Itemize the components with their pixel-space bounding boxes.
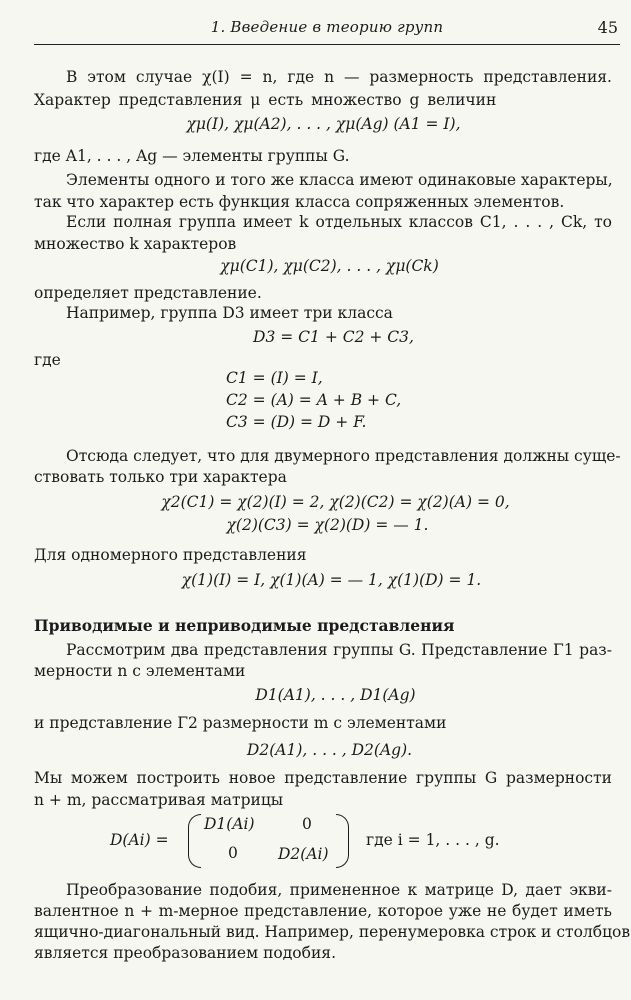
formula: χ2(C1) = χ(2)(I) = 2, χ(2)(C2) = χ(2)(A) = 0, xyxy=(161,493,510,511)
matrix-cell: D2(Ai) xyxy=(278,845,329,863)
text-line: В этом случае χ(I) = n, где n — размерность представления. xyxy=(66,68,612,86)
formula: χμ(C1), χμ(C2), . . . , χμ(Ck) xyxy=(220,257,439,275)
matrix-cell: 0 xyxy=(302,815,312,833)
text-line: Если полная группа имеет k отдельных классов C1, . . . , Ck, то xyxy=(66,213,612,231)
text-line: ствовать только три характера xyxy=(34,468,287,486)
text-line: Мы можем построить новое представление группы G размерности xyxy=(34,769,612,787)
matrix-label: D(Ai) = xyxy=(110,831,169,849)
text-line: где A1, . . . , Ag — элементы группы G. xyxy=(34,147,350,165)
formula: χ(2)(C3) = χ(2)(D) = — 1. xyxy=(226,516,429,534)
chapter-title: 1. Введение в теорию групп xyxy=(210,18,444,36)
formula: C1 = (I) = I, xyxy=(226,369,323,387)
definition-line: Характер представления μ есть множество g величин xyxy=(34,91,497,109)
text-line: Преобразование подобия, примененное к матрице D, дает экви- xyxy=(66,881,612,899)
formula: χμ(I), χμ(A2), . . . , χμ(Ag) (A1 = I), xyxy=(186,115,461,133)
text-line: n + m, рассматривая матрицы xyxy=(34,791,284,809)
formula: C2 = (A) = A + B + C, xyxy=(226,391,402,409)
matrix-cell: 0 xyxy=(228,844,238,862)
right-parenthesis xyxy=(336,814,349,868)
text-line: ящично-диагональный вид. Например, перенумеровка строк и столбцов xyxy=(34,923,631,941)
text-line: валентное n + m-мерное представление, которое уже не будет иметь xyxy=(34,902,612,920)
text-line: так что характер есть функция класса сопряженных элементов. xyxy=(34,193,565,211)
formula: D1(A1), . . . , D1(Ag) xyxy=(255,686,416,704)
text-line: является преобразованием подобия. xyxy=(34,944,336,962)
block-matrix-formula xyxy=(110,812,590,870)
text-line: Например, группа D3 имеет три класса xyxy=(66,304,393,322)
running-header xyxy=(34,14,620,45)
text-line: Для одномерного представления xyxy=(34,546,307,564)
formula: χ(1)(I) = I, χ(1)(A) = — 1, χ(1)(D) = 1. xyxy=(181,571,482,589)
text-line: мерности n с элементами xyxy=(34,662,246,680)
formula: D2(A1), . . . , D2(Ag). xyxy=(246,741,413,759)
formula: C3 = (D) = D + F. xyxy=(226,413,367,431)
text-line: Элементы одного и того же класса имеют одинаковые характеры, xyxy=(66,171,613,189)
left-parenthesis xyxy=(188,814,201,868)
text-line: Рассмотрим два представления группы G. Представление Γ1 раз- xyxy=(66,641,612,659)
formula: D3 = C1 + C2 + C3, xyxy=(253,328,414,346)
text-line: и представление Γ2 размерности m с элементами xyxy=(34,714,447,732)
index-condition: где i = 1, . . . , g. xyxy=(366,831,500,849)
text-line: где xyxy=(34,351,61,369)
matrix-cell: D1(Ai) xyxy=(204,815,255,833)
page-number: 45 xyxy=(597,18,618,37)
section-heading: Приводимые и неприводимые представления xyxy=(34,616,455,635)
text-line: определяет представление. xyxy=(34,284,262,302)
text-line: Отсюда следует, что для двумерного представления должны суще- xyxy=(66,447,621,465)
text-line: множество k характеров xyxy=(34,235,237,253)
